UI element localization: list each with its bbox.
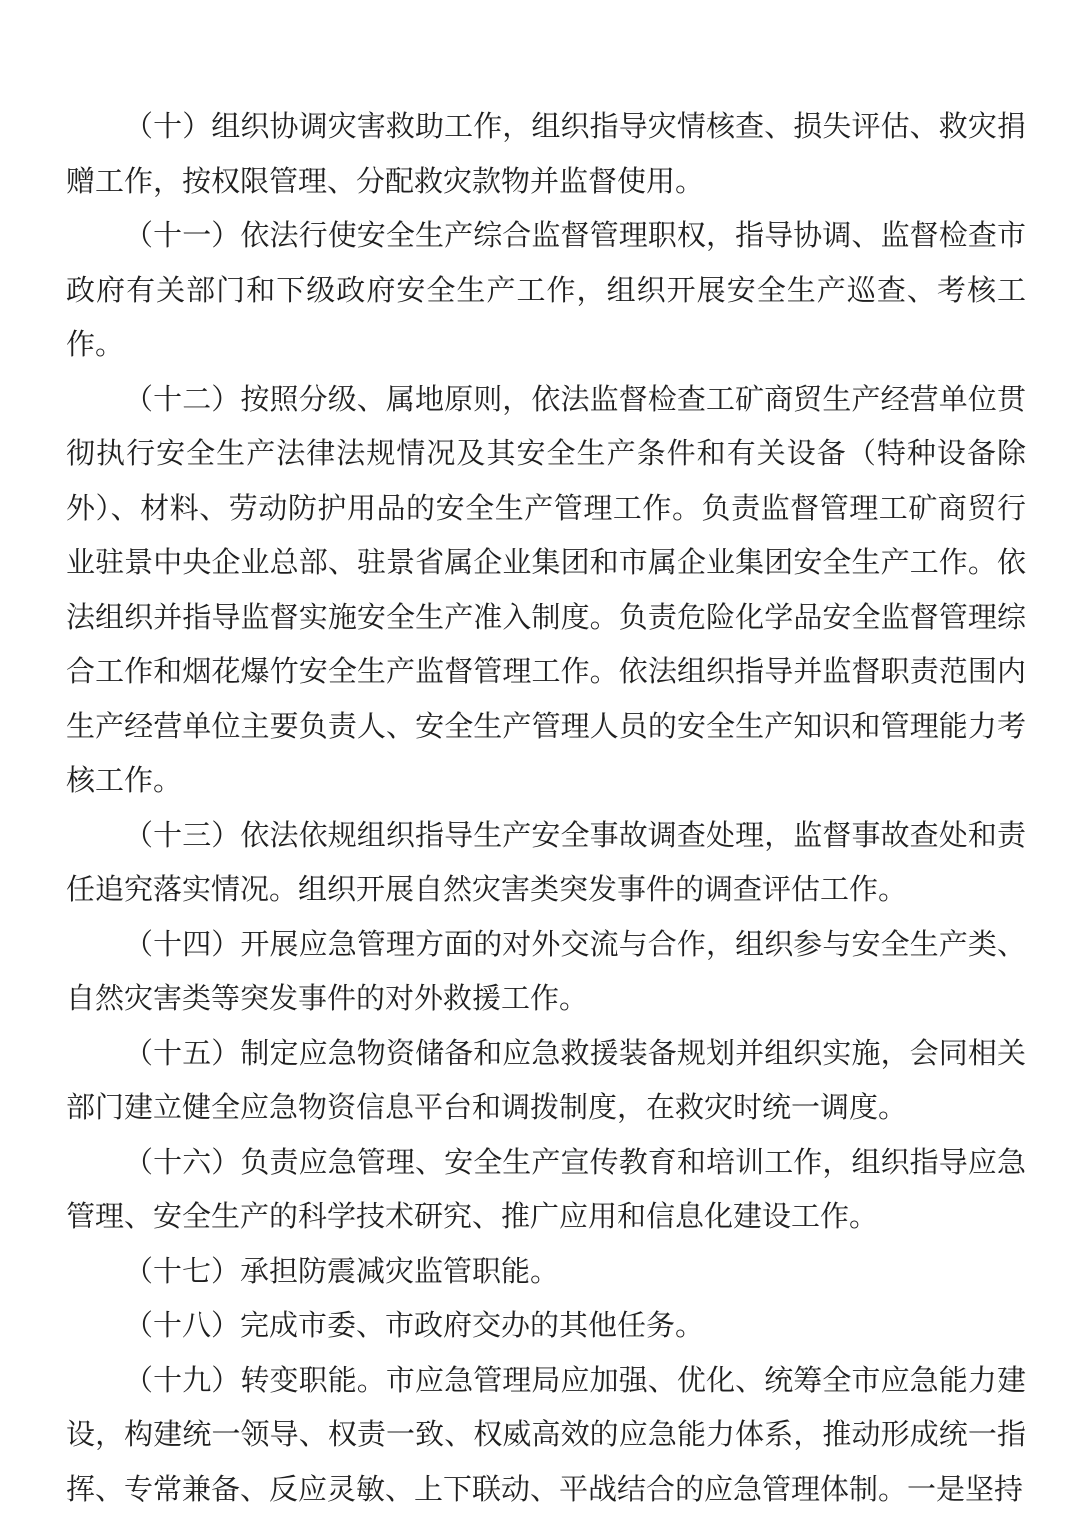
paragraph-item-11: （十一）依法行使安全生产综合监督管理职权，指导协调、监督检查市政府有关部门和下级政府安全生产工作，组织开展安全生产巡查、考核工作。 [66, 220, 1026, 361]
paragraph-item-14: （十四）开展应急管理方面的对外交流与合作，组织参与安全生产类、自然灾害类等突发事件的对外救援工作。 [66, 928, 1026, 1015]
paragraph-item-17: （十七）承担防震减灾监管职能。 [124, 1255, 560, 1288]
paragraph-item-12: （十二）按照分级、属地原则，依法监督检查工矿商贸生产经营单位贯彻执行安全生产法律法规情况及其安全生产条件和有关设备（特种设备除外）、材料、劳动防护用品的安全生产管理工作。负责监督管理工矿商贸行业驻景中央企业总部、驻景省属企业集团和市属企业集团安全生产工作。依法组织并指导监督实施安全生产准入制度。负责危险化学品安全监督管理综合工作和烟花爆竹安全生产监督管理工作。依法组织指导并监督职责范围内生产经营单位主要负责人、安全生产管理人员的安全生产知识和管理能力考核工作。 [66, 383, 1026, 797]
paragraph-item-10: （十）组织协调灾害救助工作，组织指导灾情核查、损失评估、救灾捐赠工作，按权限管理、分配救灾款物并监督使用。 [66, 111, 1026, 198]
paragraph-item-18: （十八）完成市委、市政府交办的其他任务。 [124, 1310, 705, 1342]
paragraph-item-16: （十六）负责应急管理、安全生产宣传教育和培训工作，组织指导应急管理、安全生产的科学技术研究、推广应用和信息化建设工作。 [66, 1146, 1026, 1233]
document-body [66, 100, 1026, 1517]
paragraph-item-15: （十五）制定应急物资储备和应急救援装备规划并组织实施，会同相关部门建立健全应急物资信息平台和调拨制度，在救灾时统一调度。 [66, 1037, 1026, 1124]
paragraph-item-13: （十三）依法依规组织指导生产安全事故调查处理，监督事故查处和责任追究落实情况。组织开展自然灾害类突发事件的调查评估工作。 [66, 819, 1026, 906]
paragraph-item-19: （十九）转变职能。市应急管理局应加强、优化、统筹全市应急能力建设，构建统一领导、权责一致、权威高效的应急能力体系，推动形成统一指挥、专常兼备、反应灵敏、上下联动、平战结合的应急管理体制。一是坚持 [66, 1364, 1026, 1506]
